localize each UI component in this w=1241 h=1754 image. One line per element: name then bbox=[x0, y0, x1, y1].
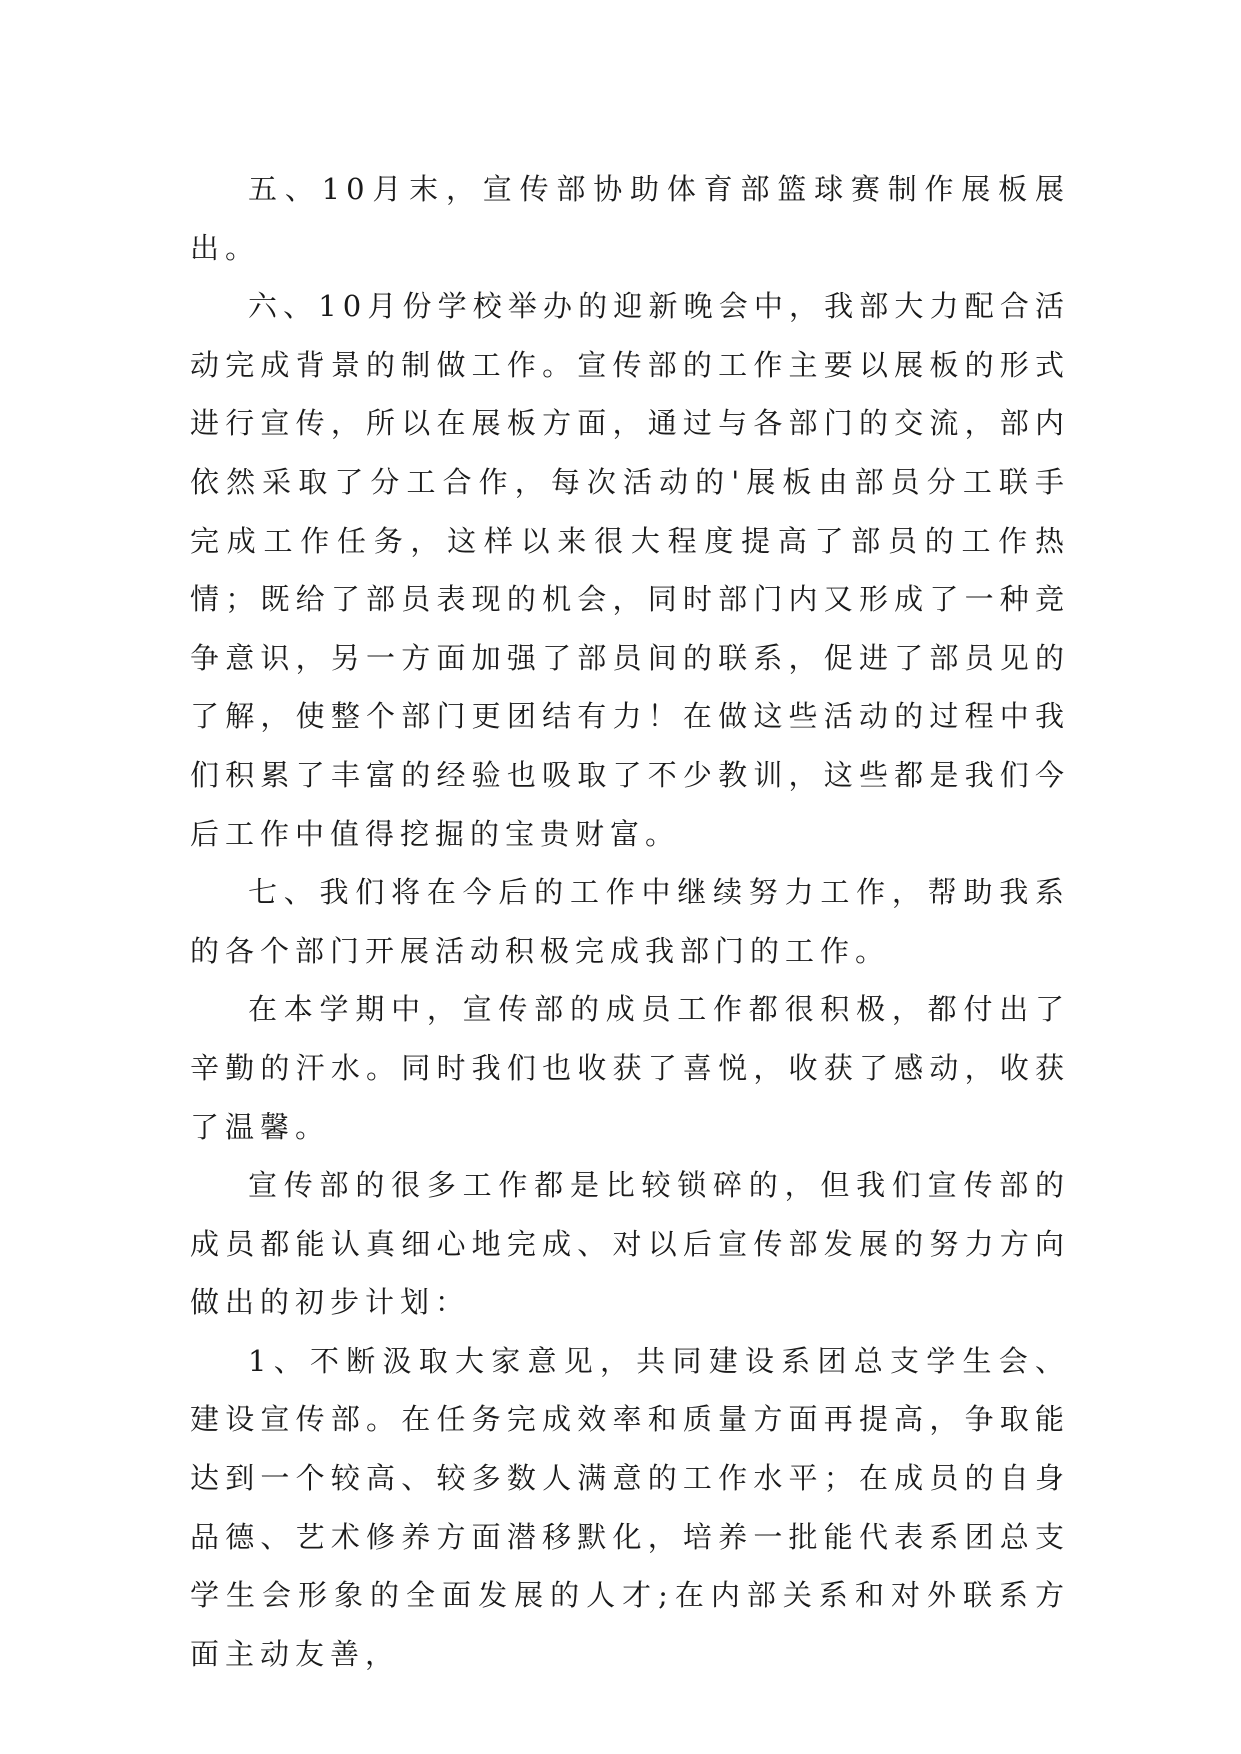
paragraph-item-5: 五、10月末，宣传部协助体育部篮球赛制作展板展出。 bbox=[190, 172, 1070, 265]
paragraph-plan-item-1: 1、不断汲取大家意见，共同建设系团总支学生会、建设宣传部。在任务完成效率和质量方面再提高，争取能达到一个较高、较多数人满意的工作水平；在成员的自身品德、艺术修养方面潜移默化，培养一批能代表系团总支学生会形象的全面发展的人才;在内部关系和对外联系方面主动友善， bbox=[190, 1343, 1070, 1671]
paragraph-item-6: 六、10月份学校举办的迎新晚会中，我部大力配合活动完成背景的制做工作。宣传部的工作主要以展板的形式进行宣传，所以在展板方面，通过与各部门的交流，部内依然采取了分工合作，每次活动的'展板由部员分工联手完成工作任务，这样以来很大程度提高了部员的工作热情；既给了部员表现的机会，同时部门内又形成了一种竞争意识，另一方面加强了部员间的联系，促进了部员见的了解，使整个部门更团结有力！在做这些活动的过程中我们积累了丰富的经验也吸取了不少教训，这些都是我们今后工作中值得挖掘的宝贵财富。 bbox=[190, 289, 1070, 851]
document-body bbox=[190, 160, 1070, 1683]
paragraph-semester-summary: 在本学期中，宣传部的成员工作都很积极，都付出了辛勤的汗水。同时我们也收获了喜悦，收获了感动，收获了温馨。 bbox=[190, 992, 1070, 1144]
paragraph-item-7: 七、我们将在今后的工作中继续努力工作，帮助我系的各个部门开展活动积极完成我部门的工作。 bbox=[190, 875, 1070, 968]
paragraph-plan-intro: 宣传部的很多工作都是比较锁碎的，但我们宣传部的成员都能认真细心地完成、对以后宣传部发展的努力方向做出的初步计划： bbox=[190, 1168, 1070, 1320]
